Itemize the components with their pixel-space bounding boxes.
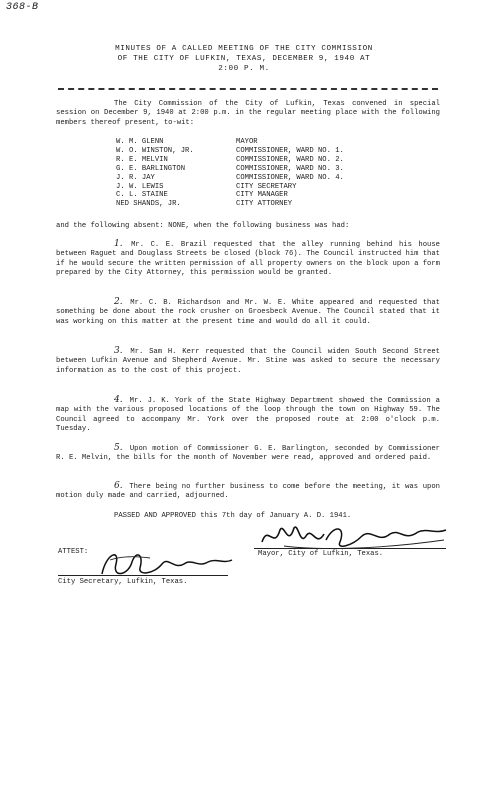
intro-text: The City Commission of the City of Lufkin, Texas convened in special session on December 9, 1940 at 2:00 p.m. in the regular meeting place with the following members thereof present, to-wit: — [56, 100, 440, 127]
item-text: Mr. C. B. Richardson and Mr. W. E. White appeared and requested that something be done about the rock crusher on Groesbeck Avenue. The Council stated that it was working on this matter at the present time and would do all it could. — [56, 299, 440, 326]
item-number: 4. — [114, 395, 123, 405]
member-name: R. E. MELVIN — [116, 155, 168, 164]
member-name: J. W. LEWIS — [116, 182, 164, 191]
members-list — [116, 138, 344, 209]
member-title: MAYOR — [236, 138, 258, 146]
member-title: COMMISSIONER, WARD NO. 1. — [236, 146, 344, 155]
member-name: W. O. WINSTON, JR. — [116, 146, 194, 155]
item-text: Mr. Sam H. Kerr requested that the Council widen South Second Street between Lufkin Avenue and Shepherd Avenue. Mr. Stine was asked to secure the necessary information as to the cost of this project. — [56, 348, 440, 375]
secretary-signature-line — [58, 575, 228, 576]
member-title: COMMISSIONER, WARD NO. 4. — [236, 173, 344, 182]
agenda-item-4 — [56, 396, 440, 435]
member-name: NED SHANDS, JR. — [116, 200, 181, 209]
member-name: G. E. BARLINGTON — [116, 164, 186, 173]
item-text: There being no further business to come before the meeting, it was upon motion duly made and carried, adjourned. — [56, 483, 440, 501]
attest-label: ATTEST: — [58, 548, 89, 556]
heading-line-1: MINUTES OF A CALLED MEETING OF THE CITY COMMISSION — [115, 45, 373, 53]
member-row — [116, 165, 344, 174]
member-name: C. L. STAINE — [116, 191, 168, 200]
minutes-heading — [0, 44, 488, 74]
member-row — [116, 147, 344, 156]
member-title: CITY SECRETARY — [236, 182, 297, 191]
agenda-item-3 — [56, 347, 440, 376]
member-title: CITY MANAGER — [236, 191, 288, 200]
member-row — [116, 200, 344, 209]
page-number: 368-B — [6, 2, 39, 13]
agenda-item-2 — [56, 298, 440, 327]
agenda-item-1 — [56, 240, 440, 279]
item-number: 1. — [114, 239, 123, 249]
secretary-caption: City Secretary, Lufkin, Texas. — [58, 578, 188, 586]
mayor-signature-line — [254, 548, 446, 549]
member-row — [116, 191, 344, 200]
item-number: 6. — [114, 481, 123, 491]
dashed-separator — [58, 88, 438, 90]
member-name: J. R. JAY — [116, 173, 155, 182]
heading-line-3: 2:00 P. M. — [218, 65, 270, 73]
intro-paragraph — [56, 100, 440, 128]
agenda-item-5 — [56, 444, 440, 464]
member-row — [116, 174, 344, 183]
item-number: 2. — [114, 297, 123, 307]
member-title: COMMISSIONER, WARD NO. 3. — [236, 164, 344, 173]
absent-line: and the following absent: NONE, when the following business was had: — [56, 222, 350, 230]
mayor-caption: Mayor, City of Lufkin, Texas. — [258, 550, 384, 558]
item-number: 3. — [114, 346, 123, 356]
item-text: Mr. C. E. Brazil requested that the alley running behind his house between Raguet and Douglass Streets be closed (block 76). The Council instructed him that if he would secure the written permission of all property owners on the block upon a form prepared by the City Attorney, this permission would be granted. — [56, 241, 440, 278]
member-title: COMMISSIONER, WARD NO. 2. — [236, 155, 344, 164]
member-title: CITY ATTORNEY — [236, 200, 293, 209]
member-row — [116, 156, 344, 165]
heading-line-2: OF THE CITY OF LUFKIN, TEXAS, DECEMBER 9, 1940 AT — [117, 55, 371, 63]
member-row — [116, 138, 344, 147]
passed-approved-line: PASSED AND APPROVED this 7th day of January A. D. 1941. — [114, 512, 352, 520]
agenda-item-6 — [56, 482, 440, 502]
member-row — [116, 183, 344, 192]
item-text: Upon motion of Commissioner G. E. Barlington, seconded by Commissioner R. E. Melvin, the bills for the month of November were read, approved and ordered paid. — [56, 445, 440, 463]
item-number: 5. — [114, 443, 123, 453]
item-text: Mr. J. K. York of the State Highway Department showed the Commission a map with the various proposed locations of the loop through the town on Highway 59. The Council agreed to accompany Mr. York over the proposed route at 2:00 o'clock p.m. Tuesday. — [56, 397, 440, 434]
member-name: W. M. GLENN — [116, 138, 164, 146]
